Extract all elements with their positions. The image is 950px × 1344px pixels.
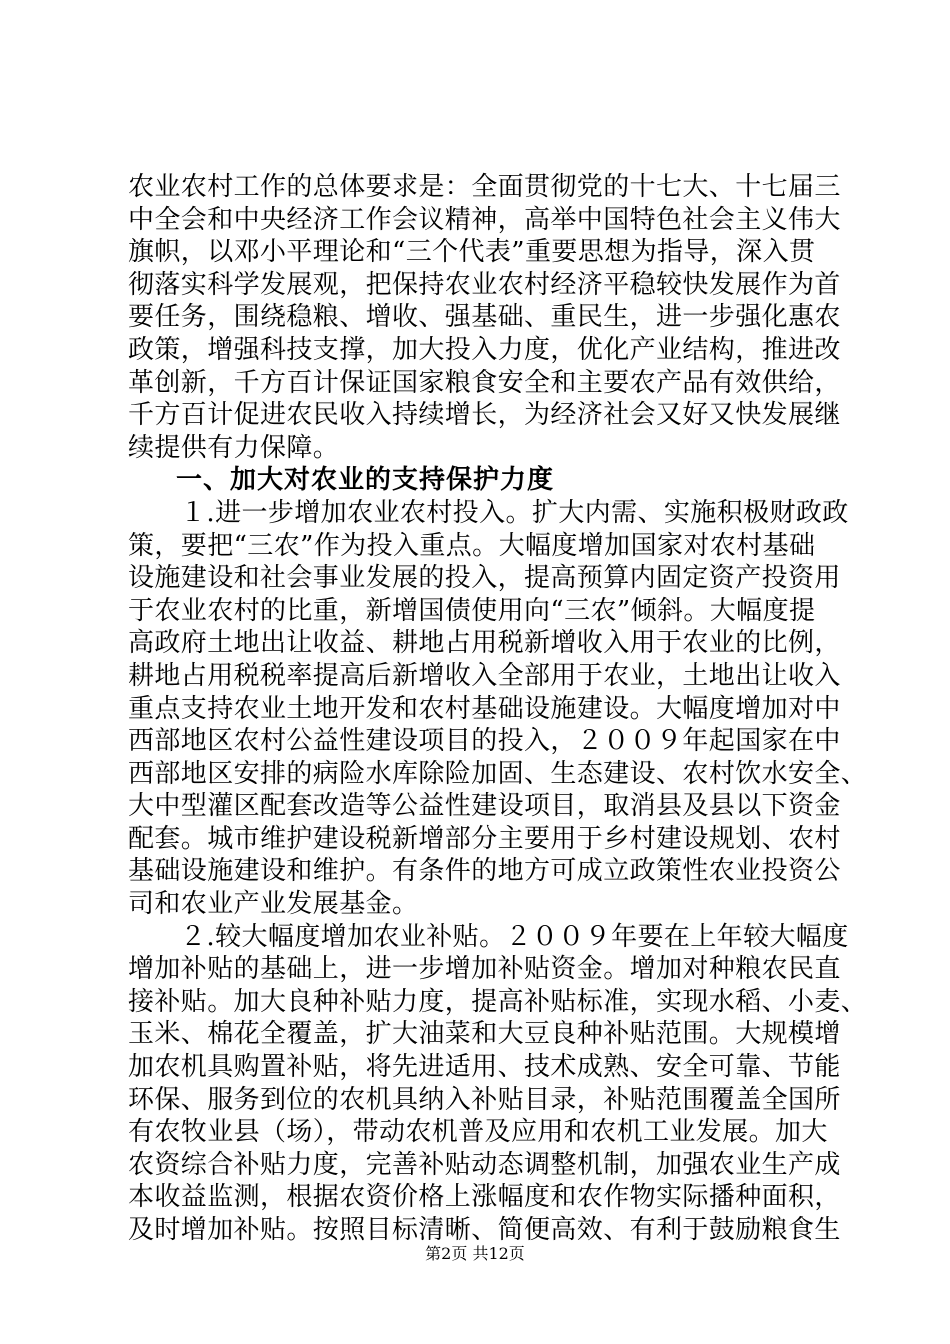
page-number: 第2页 共12页 (425, 1244, 525, 1263)
text-line: 配套。城市维护建设税新增部分主要用于乡村建设规划、农村 (128, 823, 841, 854)
text-line: 西部地区农村公益性建设项目的投入，２００９年起国家在中 (128, 726, 841, 757)
section-heading: 一、加大对农业的支持保护力度 (176, 465, 555, 496)
text-line: 千方百计促进农民收入持续增长，为经济社会又好又快发展继 (128, 400, 841, 431)
text-line: 司和农业产业发展基金。 (128, 889, 419, 920)
text-line: 玉米、棉花全覆盖，扩大油菜和大豆良种补贴范围。大规模增 (128, 1019, 841, 1050)
text-line: 政策，增强科技支撑，加大投入力度，优化产业结构，推进改 (128, 334, 841, 365)
text-line: 中全会和中央经济工作会议精神，高举中国特色社会主义伟大 (128, 204, 841, 235)
text-line: 旗帜，以邓小平理论和“三个代表”重要思想为指导，深入贯 (128, 237, 816, 268)
text-line: 基础设施建设和维护。有条件的地方可成立政策性农业投资公 (128, 856, 841, 887)
text-line: 本收益监测，根据农资价格上涨幅度和农作物实际播种面积， (128, 1182, 841, 1213)
text-line: 高政府土地出让收益、耕地占用税新增收入用于农业的比例， (128, 628, 841, 659)
text-line: 续提供有力保障。 (128, 432, 340, 463)
text-line: 设施建设和社会事业发展的投入，提高预算内固定资产投资用 (128, 563, 841, 594)
paragraph-first-line: １.进一步增加农业农村投入。扩大内需、实施积极财政政 (180, 497, 849, 528)
text-line: 增加补贴的基础上，进一步增加补贴资金。增加对种粮农民直 (128, 954, 841, 985)
text-line: 革创新，千方百计保证国家粮食安全和主要农产品有效供给， (128, 367, 841, 398)
text-line: 西部地区安排的病险水库除险加固、生态建设、农村饮水安全、 (128, 758, 868, 789)
text-line: 及时增加补贴。按照目标清晰、简便高效、有利于鼓励粮食生 (128, 1215, 841, 1245)
text-line: 于农业农村的比重，新增国债使用向“三农”倾斜。大幅度提 (128, 595, 816, 626)
text-line: 农业农村工作的总体要求是：全面贯彻党的十七大、十七届三 (128, 172, 841, 202)
text-line: 重点支持农业土地开发和农村基础设施建设。大幅度增加对中 (128, 693, 841, 724)
text-line: 彻落实科学发展观，把保持农业农村经济平稳较快发展作为首 (128, 269, 841, 300)
text-line: 策，要把“三农”作为投入重点。大幅度增加国家对农村基础 (128, 530, 816, 561)
text-line: 加农机具购置补贴，将先进适用、技术成熟、安全可靠、节能 (128, 1052, 841, 1083)
text-line: 大中型灌区配套改造等公益性建设项目，取消县及县以下资金 (128, 791, 841, 822)
text-line: 接补贴。加大良种补贴力度，提高补贴标准，实现水稻、小麦、 (128, 986, 868, 1017)
page-footer (0, 1244, 950, 1264)
text-line: 耕地占用税税率提高后新增收入全部用于农业，土地出让收入 (128, 660, 841, 691)
text-line: 有农牧业县（场），带动农机普及应用和农机工业发展。加大 (128, 1117, 828, 1148)
text-line: 环保、服务到位的农机具纳入补贴目录，补贴范围覆盖全国所 (128, 1084, 841, 1115)
document-body (128, 171, 868, 1247)
paragraph-first-line: ２.较大幅度增加农业补贴。２００９年要在上年较大幅度 (180, 921, 849, 952)
text-line: 要任务，围绕稳粮、增收、强基础、重民生，进一步强化惠农 (128, 302, 841, 333)
text-line: 农资综合补贴力度，完善补贴动态调整机制，加强农业生产成 (128, 1149, 841, 1180)
